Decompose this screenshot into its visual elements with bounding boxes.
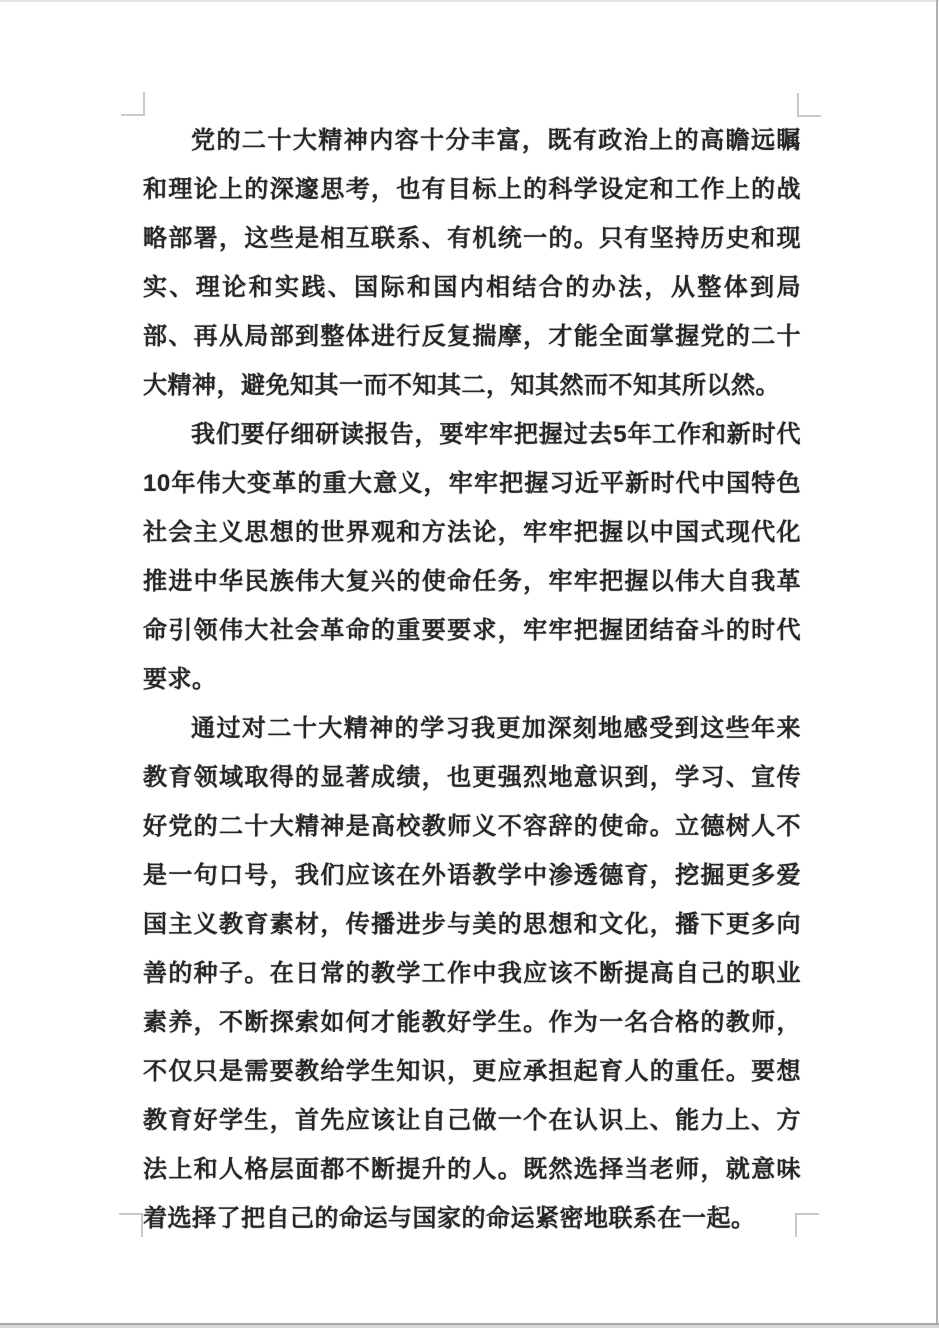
crop-mark-bottom-left [119, 1213, 143, 1237]
crop-mark-top-right [797, 93, 821, 117]
document-body [143, 116, 801, 1243]
page-right-edge-line [936, 0, 938, 1328]
page-top-edge-line [0, 0, 939, 2]
paragraph-2: 我们要仔细研读报告，要牢牢把握过去5年工作和新时代10年伟大变革的重大意义，牢牢把握习近平新时代中国特色社会主义思想的世界观和方法论，牢牢把握以中国式现代化推进中华民族伟大复兴的使命任务，牢牢把握以伟大自我革命引领伟大社会革命的重要要求，牢牢把握团结奋斗的时代要求。 [143, 421, 801, 693]
paragraph-3: 通过对二十大精神的学习我更加深刻地感受到这些年来教育领域取得的显著成绩，也更强烈地意识到，学习、宣传好党的二十大精神是高校教师义不容辞的使命。立德树人不是一句口号，我们应该在外语教学中渗透德育，挖掘更多爱国主义教育素材，传播进步与美的思想和文化，播下更多向善的种子。在日常的教学工作中我应该不断提高自己的职业素养，不断探索如何才能教好学生。作为一名合格的教师，不仅只是需要教给学生知识，更应承担起育人的重任。要想教育好学生，首先应该让自己做一个在认识上、能力上、方法上和人格层面都不断提升的人。既然选择当老师，就意味着选择了把自己的命运与国家的命运紧密地联系在一起。 [143, 715, 801, 1232]
crop-mark-top-left [121, 92, 145, 116]
paragraph-1: 党的二十大精神内容十分丰富，既有政治上的高瞻远瞩和理论上的深邃思考，也有目标上的科学设定和工作上的战略部署，这些是相互联系、有机统一的。只有坚持历史和现实、理论和实践、国际和国内相结合的办法，从整体到局部、再从局部到整体进行反复揣摩，才能全面掌握党的二十大精神，避免知其一而不知其二，知其然而不知其所以然。 [143, 127, 801, 399]
